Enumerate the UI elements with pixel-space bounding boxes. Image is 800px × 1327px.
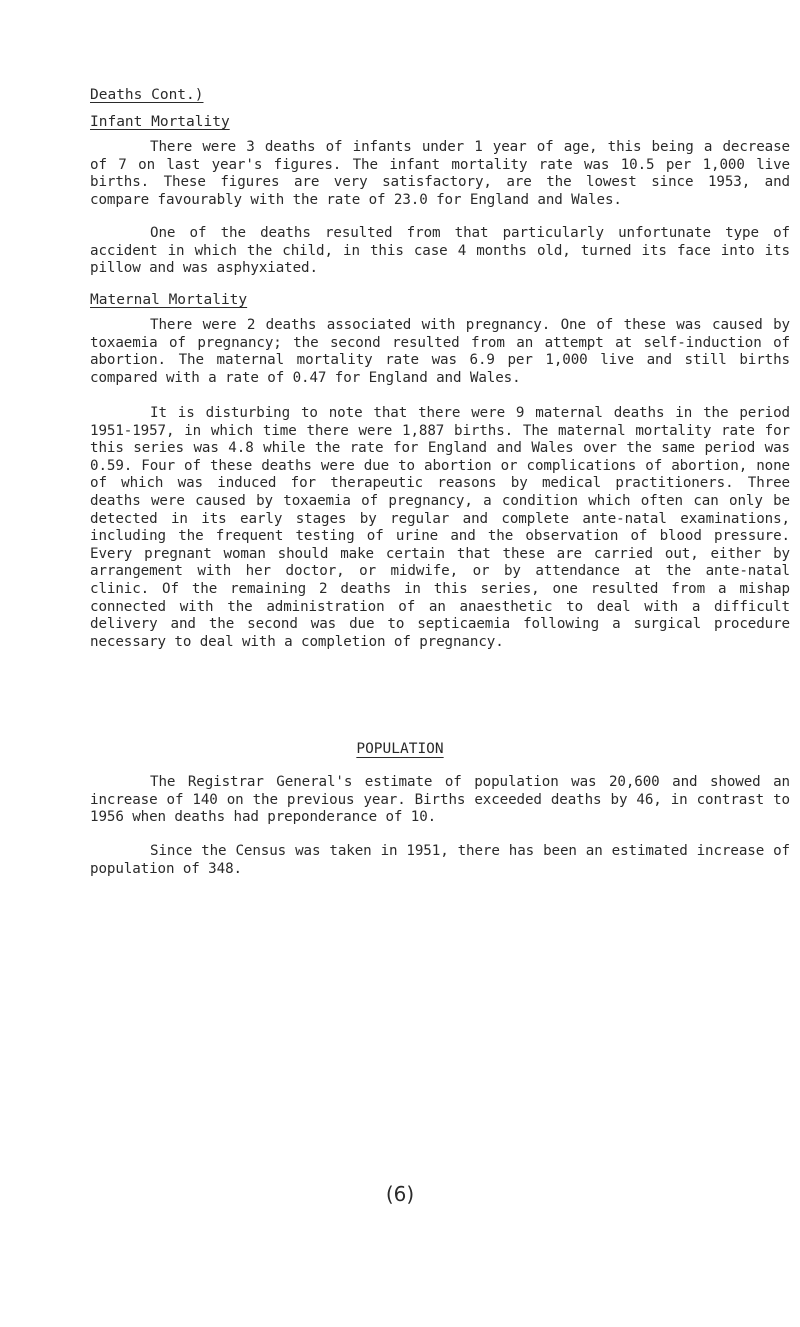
running-title: Deaths Cont.) [90, 87, 204, 103]
infant-mortality-heading: Infant Mortality [90, 114, 230, 130]
infant-mortality-paragraph-2: One of the deaths resulted from that particularly unfortunate type of accident in which the child, in this case 4 months old, turned its face into its pillow and was asphyxiated. [90, 225, 790, 277]
page-number: (6) [385, 1182, 415, 1206]
population-paragraph-2: Since the Census was taken in 1951, there has been an estimated increase of population of 348. [90, 843, 790, 877]
maternal-mortality-paragraph-1: There were 2 deaths associated with pregnancy. One of these was caused by toxaemia of pregnancy; the second resulted from an attempt at self-induction of abortion. The maternal mortality rate was 6.9 per 1,000 live and still births compared with a rate of 0.47 for England and Wales. [90, 317, 790, 386]
maternal-mortality-heading: Maternal Mortality [90, 292, 248, 308]
population-heading: POPULATION [356, 741, 444, 757]
population-paragraph-1: The Registrar General's estimate of population was 20,600 and showed an increase of 140 on the previous year. Births exceeded deaths by 46, in contrast to 1956 when deaths had preponderance of 10. [90, 774, 790, 826]
infant-mortality-paragraph-1: There were 3 deaths of infants under 1 year of age, this being a decrease of 7 on last year's figures. The infant mortality rate was 10.5 per 1,000 live births. These figures are very satisfactory, are the lowest since 1953, and compare favourably with the rate of 23.0 for England and Wales. [90, 139, 790, 208]
maternal-mortality-paragraph-2: It is disturbing to note that there were 9 maternal deaths in the period 1951-1957, in which time there were 1,887 births. The maternal mortality rate for this series was 4.8 while the rate for England and Wales over the same period was 0.59. Four of these deaths were due to abortion or complications of abortion, none of which was induced for therapeutic reasons by medical practitioners. Three deaths were caused by toxaemia of pregnancy, a condition which often can only be detected in its early stages by regular and complete ante-natal examinations, including the frequent testing of urine and the observation of blood pressure. Every pregnant woman should make certain that these are carried out, either by arrangement with her doctor, or midwife, or by attendance at the ante-natal clinic. Of the remaining 2 deaths in this series, one resulted from a mishap connected with the administration of an anaesthetic to deal with a difficult delivery and the second was due to septicaemia following a surgical procedure necessary to deal with a completion of pregnancy. [90, 405, 790, 650]
